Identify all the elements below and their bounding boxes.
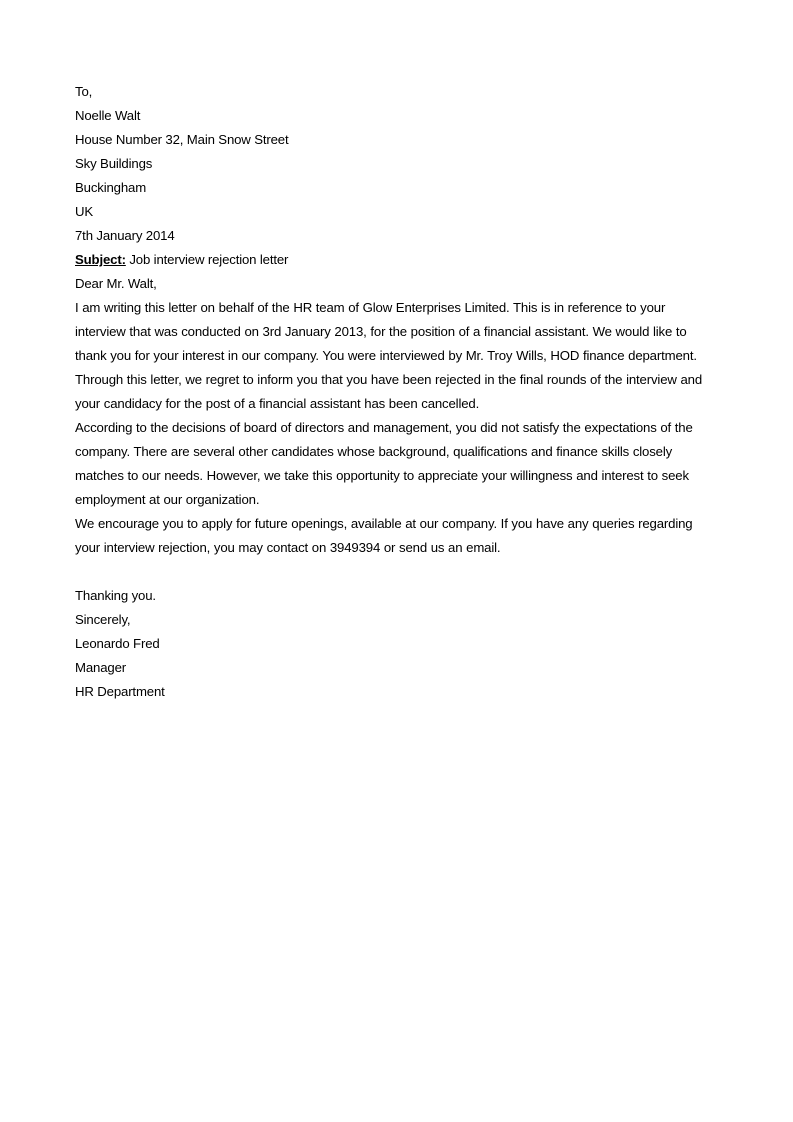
- closing-signoff: Sincerely,: [75, 612, 131, 627]
- recipient-name: Noelle Walt: [75, 108, 141, 123]
- closing-thanks: Thanking you.: [75, 588, 156, 603]
- letter-date: 7th January 2014: [75, 228, 175, 243]
- subject-label: Subject:: [75, 252, 126, 267]
- recipient-country: UK: [75, 204, 94, 219]
- sender-department: HR Department: [75, 684, 165, 699]
- body-paragraph-2: According to the decisions of board of directors and management, you did not satisfy the expectations of the company. There are several other candidates whose background, qualifications and finance skills closely matches to our needs. However, we take this opportunity to appreciate your willingness and interest to seek employment at our organization.: [75, 420, 693, 507]
- salutation: Dear Mr. Walt,: [75, 276, 157, 291]
- closing-spacer: [75, 560, 709, 584]
- letter-body: [75, 80, 709, 704]
- recipient-address-line-2: Sky Buildings: [75, 156, 153, 171]
- body-paragraph-3: We encourage you to apply for future openings, available at our company. If you have any queries regarding your interview rejection, you may contact on 3949394 or send us an email.: [75, 516, 693, 555]
- subject-line: [75, 248, 709, 272]
- recipient-address-line-1: House Number 32, Main Snow Street: [75, 132, 289, 147]
- body-paragraph-1: I am writing this letter on behalf of the HR team of Glow Enterprises Limited. This is in reference to your interview that was conducted on 3rd January 2013, for the position of a financial assistant. We would like to thank you for your interest in our company. You were interviewed by Mr. Troy Wills, HOD finance department. Through this letter, we regret to inform you that you have been rejected in the final rounds of the interview and your candidacy for the post of a financial assistant has been cancelled.: [75, 300, 703, 411]
- subject-text: Job interview rejection letter: [125, 252, 289, 267]
- recipient-city: Buckingham: [75, 180, 147, 195]
- recipient-address-block: [75, 80, 709, 248]
- to-label: To,: [75, 84, 93, 99]
- sender-name: Leonardo Fred: [75, 636, 160, 651]
- closing-block: [75, 584, 709, 704]
- sender-title: Manager: [75, 660, 126, 675]
